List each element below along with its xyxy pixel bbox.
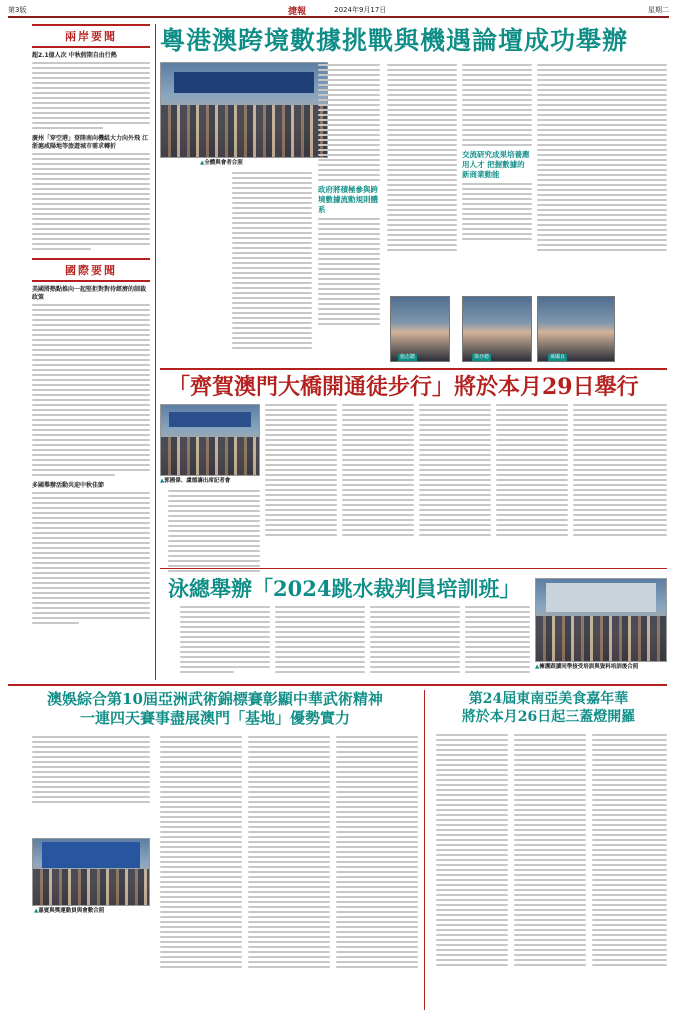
second-body-col <box>573 404 667 536</box>
lead-headline: 粵港澳跨境數據挑戰與機遇論壇成功舉辦 <box>160 26 629 55</box>
third-body-col <box>465 606 530 673</box>
second-body-col <box>168 490 260 572</box>
bottom-left-headline <box>20 690 410 728</box>
lead-photo-caption: ▲全體與會者合照 <box>200 160 243 166</box>
third-body-col <box>275 606 365 673</box>
bottom-left-body-col <box>336 736 418 968</box>
bottom-left-headline-line1: 澳娛綜合第10屆亞洲武術錦標賽彰顯中華武術精神 <box>47 690 383 708</box>
page-number: 第3版 <box>8 6 27 14</box>
lead-body-col <box>318 64 380 325</box>
portrait-photo <box>390 296 450 362</box>
lead-photo <box>160 62 328 158</box>
bottom-right-body-col <box>514 734 586 966</box>
portrait-photo <box>462 296 532 362</box>
portrait-label: 施志聰 <box>400 354 416 360</box>
bottom-right-body-col <box>592 734 667 966</box>
story-headline: 超2.1億人次 中秋假期自由行熱 <box>32 52 117 59</box>
portrait-label: 梁亦德 <box>474 354 490 360</box>
second-photo <box>160 404 260 476</box>
third-body-col <box>180 606 270 673</box>
bottom-right-headline-line2: 將於本月26日起三蓋燈開羅 <box>461 709 636 725</box>
lead-body-col <box>387 64 457 251</box>
story-body <box>32 62 150 129</box>
second-photo-caption: ▲郭國偉、盧德濤出席記者會 <box>160 478 231 484</box>
second-body-col <box>419 404 491 536</box>
story-body <box>32 153 150 250</box>
lead-body-col <box>462 64 532 240</box>
bottom-right-body-col <box>436 734 508 966</box>
bottom-left-body-col <box>160 736 242 968</box>
section-cross-strait: 兩岸要聞 <box>32 24 150 48</box>
portrait-label: 孫國良 <box>550 354 566 360</box>
weekday: 星期二 <box>647 6 669 14</box>
portrait-photo <box>537 296 615 362</box>
third-photo <box>535 578 667 662</box>
third-photo-caption: ▲擁護跟讀同學接受培訓與資料培訓後合照 <box>535 664 639 670</box>
second-body-col <box>342 404 414 536</box>
bottom-left-body-col <box>32 736 150 803</box>
lead-subheading: 政府將積極參與跨境數據流動規則體系 <box>318 185 378 214</box>
story-headline: 多國舉辦活動共迎中秋佳節 <box>32 482 105 489</box>
third-body-col <box>370 606 460 673</box>
bottom-left-body-col <box>248 736 330 968</box>
bottom-left-headline-line2: 一連四天賽事盡展澳門「基地」優勢實力 <box>79 709 350 727</box>
bottom-left-photo-caption: ▲嘉賓與獎運動員與會數合照 <box>34 908 105 914</box>
story-headline: 廣州「穿空港」登陸南向機組大力向外飛 江浙滬咸陽地等旅遊城市需求轉折 <box>32 135 149 150</box>
masthead <box>8 4 669 18</box>
story-headline: 美國將熱點推向一起堅拒對對待經濟的制裁政策 <box>32 286 147 301</box>
paper-logo: 捷報 <box>288 6 307 17</box>
story-body <box>32 304 150 476</box>
section-international: 國際要聞 <box>32 258 150 282</box>
second-body-col <box>496 404 568 536</box>
lead-body-col <box>232 172 312 349</box>
third-headline: 泳總舉辦「2024跳水裁判員培訓班」 <box>168 576 521 601</box>
second-headline: 「齊賀澳門大橋開通徒步行」將於本月29日舉行 <box>168 374 639 400</box>
story-body <box>32 492 150 624</box>
sidebar <box>32 24 150 624</box>
bottom-right-headline-line1: 第24屆東南亞美食嘉年華 <box>468 691 629 707</box>
second-body-col <box>265 404 337 536</box>
lead-subheading: 交流研究成果培養應用人才 把握數據的新商業動能 <box>462 150 530 179</box>
lead-body-col <box>537 64 667 251</box>
issue-date: 2024年9月17日 <box>334 6 387 14</box>
bottom-left-photo <box>32 838 150 906</box>
bottom-right-headline <box>430 690 667 726</box>
